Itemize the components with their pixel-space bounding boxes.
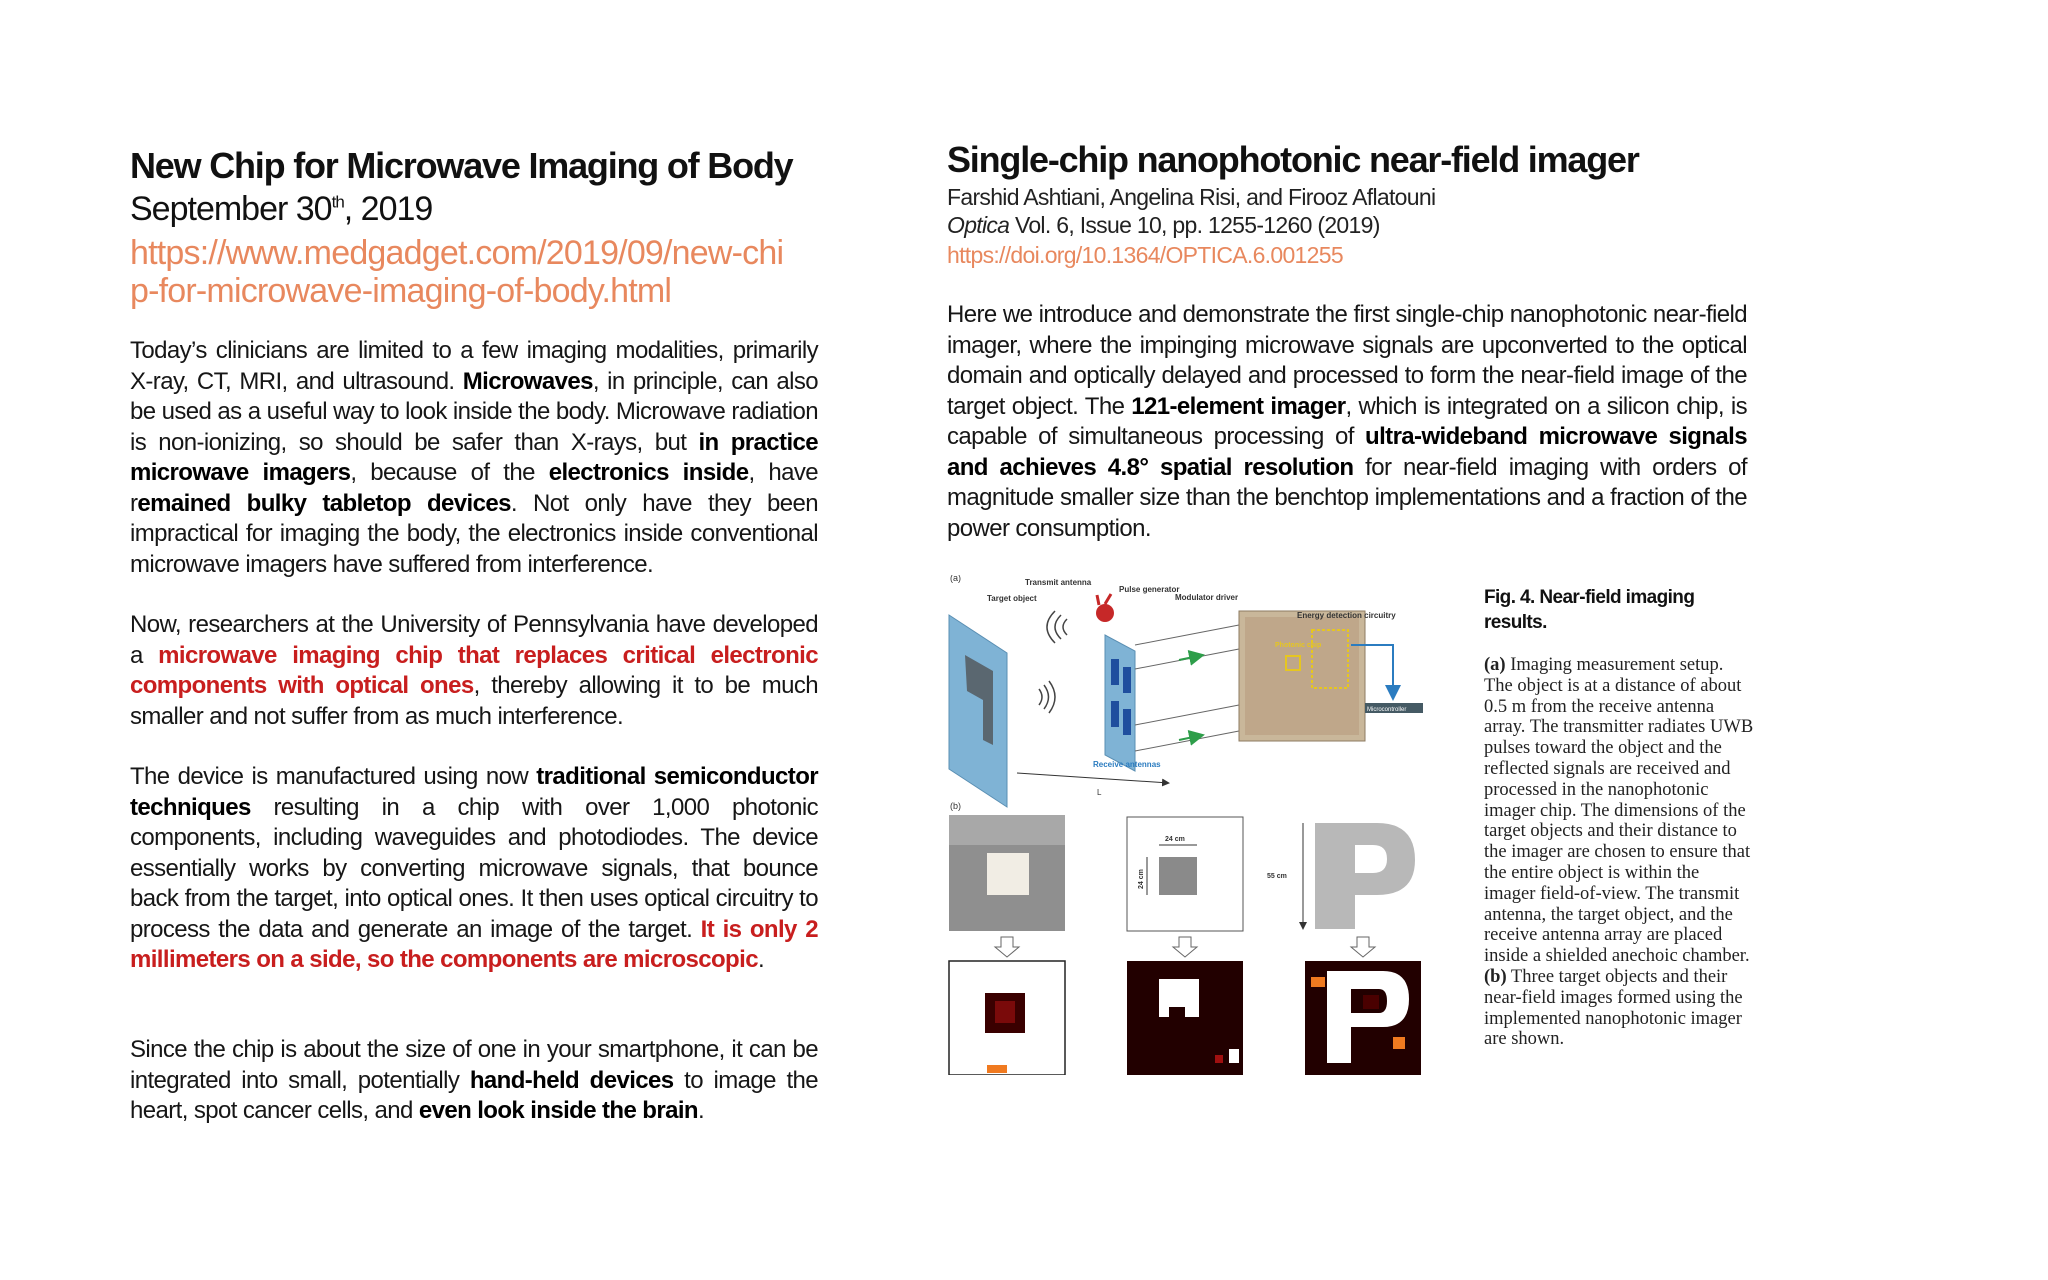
panel-b-label: (b): [950, 801, 961, 811]
text: . Not only have they been impractical for imaging the body, the electronics inside conventional microwave imagers have suffered from interference.: [130, 489, 818, 578]
signal-line: [1135, 625, 1239, 645]
text: to image the heart, spot cancer cells, and: [130, 1066, 819, 1124]
antenna-element-icon: [1111, 659, 1119, 685]
paragraph-2: [130, 610, 818, 732]
caption-label-b: (b): [1484, 966, 1507, 987]
image-3-artifact: [1311, 977, 1325, 987]
receive-wave-icon: [1044, 685, 1049, 709]
receive-wave-icon: [1049, 681, 1055, 713]
text: Now, researchers at the University of Pennsylvania have developed a: [130, 611, 818, 669]
caption-text-a: Imaging measurement setup. The object is at a distance of about 0.5 m from the receive antenna array. The transmitter radiates UWB pulses toward the object and the reflected signals are received and processed in the nanophotonic imager chip. The dimensions of the target objects and their distance to the imager are chosen to ensure that the entire object is within the imager field-of-view. The transmit antenna, the target object, and the receive antenna array are placed inside a shielded anechoic chamber.: [1484, 655, 1754, 967]
image-2-artifact: [1229, 1049, 1239, 1063]
paragraph-3: [130, 762, 818, 976]
dim-24cm-label: 24 cm: [1165, 836, 1185, 843]
imaging-figure: [947, 575, 1427, 1075]
pulse-generator-cable-icon: [1097, 594, 1111, 605]
transmit-wave-icon: [1055, 615, 1061, 639]
text: , have r: [130, 459, 818, 517]
green-arrow-icon: [1179, 735, 1203, 740]
text: , in principle, can also be used as a useful way to look inside the body. Microwave radiation is non-ionizing, so should be safer than X-rays, but: [130, 367, 818, 456]
image-3-detail: [1363, 995, 1379, 1009]
antenna-element-icon: [1111, 701, 1119, 727]
microcontroller-label: Microcontroller: [1367, 707, 1407, 713]
target-object-label: Target object: [987, 594, 1037, 603]
target-object-2: [1159, 857, 1197, 895]
signal-line: [1135, 705, 1239, 725]
date-year: , 2019: [343, 190, 433, 228]
green-arrow-icon: [1179, 655, 1203, 660]
bold-text: electronics inside: [548, 459, 749, 486]
bold-text: hand-held devices: [469, 1066, 674, 1094]
transmit-wave-icon: [1063, 619, 1067, 635]
date-text: September 30: [130, 190, 332, 228]
url-line-2[interactable]: p-for-microwave-imaging-of-body.html: [130, 272, 672, 310]
energy-detection-label: Energy detection circuitry: [1297, 611, 1396, 620]
journal-info: [947, 212, 1380, 239]
image-2-notch: [1169, 1007, 1185, 1019]
receive-wave-icon: [1039, 689, 1042, 705]
distance-label: L: [1097, 788, 1102, 797]
publish-date: [130, 190, 432, 229]
transmit-antenna-label: Transmit antenna: [1025, 578, 1092, 587]
text: Today’s clinicians are limited to a few imaging modalities, primarily X-ray, CT, MRI, and ultrasound.: [130, 337, 818, 395]
pulse-generator-icon: [1096, 604, 1114, 622]
journal-name: Optica: [947, 212, 1010, 238]
letter-p-target: [1315, 823, 1415, 929]
text: , thereby allowing it to be much smaller and not suffer from as much interference.: [130, 672, 818, 730]
paragraph-4: [130, 1035, 818, 1127]
abstract: [947, 300, 1747, 544]
figure-caption-text: [1484, 655, 1754, 1050]
source-link[interactable]: [130, 234, 820, 310]
panel-a-label: (a): [950, 575, 961, 583]
text: Here we introduce and demonstrate the first single-chip nanophotonic near-field imager, where the impinging microwave signals are upconverted to the optical domain and optically delayed and processed to form the near-field image of the target object. The: [947, 301, 1747, 420]
dim-55cm-label: 55 cm: [1267, 873, 1287, 880]
text: .: [757, 946, 765, 973]
figure-caption-title: Fig. 4. Near-field imaging results.: [1484, 587, 1695, 633]
caption-text-b: Three target objects and their near-field images formed using the implemented nanophotonic imager are shown.: [1484, 966, 1743, 1050]
bold-text: 121-element imager: [1131, 392, 1346, 420]
antenna-element-icon: [1123, 667, 1131, 693]
url-line-1[interactable]: https://www.medgadget.com/2019/09/new-chi: [130, 234, 784, 272]
down-arrow-icon: [1173, 937, 1197, 957]
date-ordinal: th: [331, 192, 344, 212]
bold-text: Microwaves: [462, 367, 593, 395]
text: resulting in a chip with over 1,000 photonic components, including waveguides and photodiodes. The device essentially works by converting microwave signals, that bounce back from the target, into optical ones. It then uses optical circuitry to process the data and generate an image of the target.: [130, 793, 818, 943]
photonic-chip-label: Photonic chip: [1275, 642, 1322, 649]
image-1-core: [995, 1001, 1015, 1023]
doi-link[interactable]: https://doi.org/10.1364/OPTICA.6.001255: [947, 242, 1343, 268]
image-2-artifact: [1215, 1055, 1223, 1063]
text: for near-field imaging with orders of magnitude smaller size than the benchtop implementations and a fraction of the power consumption.: [947, 453, 1748, 542]
text: .: [697, 1097, 705, 1124]
bold-text: in practice microwave imagers: [130, 428, 819, 486]
caption-label-a: (a): [1484, 655, 1506, 675]
journal-volume: Vol. 6, Issue 10, pp. 1255-1260 (2019): [1009, 212, 1380, 238]
text: , because of the: [350, 459, 549, 486]
article-title: New Chip for Microwave Imaging of Body: [130, 145, 793, 186]
chip-board-surface: [1245, 617, 1359, 735]
paragraph-1: [130, 336, 818, 580]
bold-text: ultra-wideband microwave signals and achieves 4.8° spatial resolution: [947, 423, 1747, 481]
image-1-artifact: [987, 1065, 1007, 1073]
down-arrow-icon: [1351, 937, 1375, 957]
figure-caption: [1484, 585, 1754, 1050]
pulse-generator-label: Pulse generator: [1119, 585, 1180, 594]
dim-24cm-vertical-label: 24 cm: [1138, 869, 1145, 889]
bold-text: traditional semiconductor techniques: [130, 763, 818, 821]
target-plate: [949, 615, 1007, 807]
transmit-wave-icon: [1047, 611, 1055, 643]
target-object-1: [987, 853, 1029, 895]
paper-title: Single-chip nanophotonic near-field imager: [947, 139, 1639, 180]
text: Since the chip is about the size of one in your smartphone, it can be integrated into small, potentially: [130, 1036, 818, 1094]
text: The device is manufactured using now: [130, 763, 537, 790]
text: , which is integrated on a silicon chip, is capable of simultaneous processing of: [947, 392, 1747, 450]
highlight-text: It is only 2 millimeters on a side, so the components are microscopic: [130, 915, 818, 973]
bold-text: emained bulky tabletop devices: [137, 489, 511, 517]
bold-text: even look inside the brain: [418, 1097, 698, 1124]
photo-shade: [949, 815, 1065, 845]
receive-antennas-label: Receive antennas: [1093, 760, 1161, 769]
highlight-text: microwave imaging chip that replaces critical electronic components with optical ones: [130, 641, 818, 699]
image-3-artifact: [1393, 1037, 1405, 1049]
distance-arrow: [1017, 773, 1169, 783]
down-arrow-icon: [995, 937, 1019, 957]
antenna-element-icon: [1123, 709, 1131, 735]
receive-antenna-panel: [1105, 635, 1135, 771]
paper-authors: Farshid Ashtiani, Angelina Risi, and Firooz Aflatouni: [947, 184, 1436, 210]
signal-line: [1135, 731, 1239, 751]
modulator-driver-label: Modulator driver: [1175, 593, 1239, 602]
